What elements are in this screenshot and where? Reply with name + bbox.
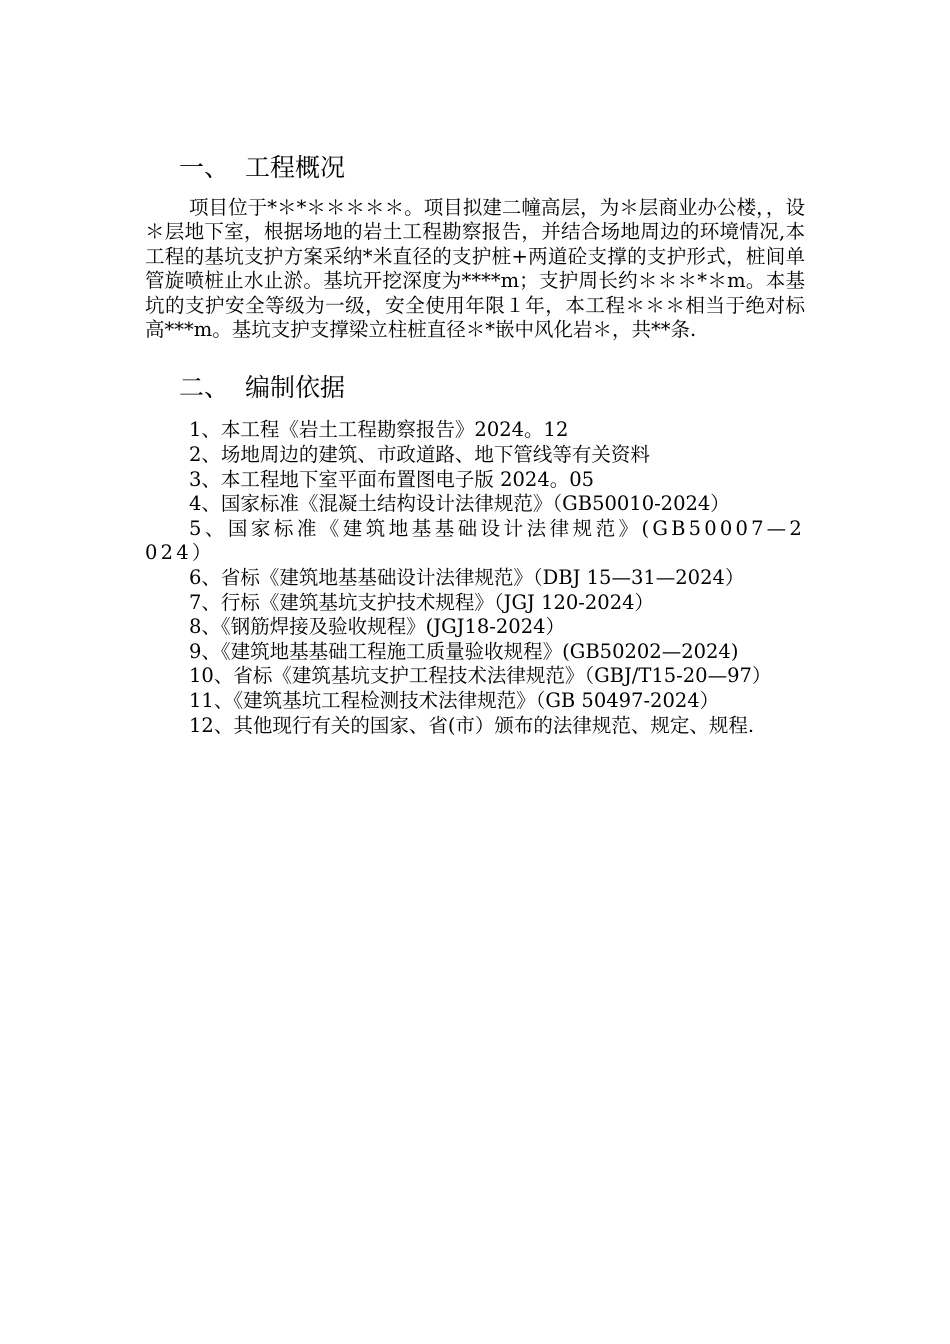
overview-paragraph: 项目位于*＊*＊＊＊＊＊。项目拟建二幢高层，为＊层商业办公楼，，设＊层地下室，根据场地的岩土工程勘察报告，并结合场地周边的环境情况,本工程的基坑支护方案采纳*米直径的支护桩+两道砼支撑的支护形式，桩间单管旋喷桩止水止淤。基坑开挖深度为****m；支护周长约＊＊＊*＊m。本基坑的支护安全等级为一级，安全使用年限１年，本工程＊＊＊相当于绝对标高***m。基坑支护支撑梁立柱桩直径＊*嵌中风化岩＊，共**条. <box>145 196 805 342</box>
list-item: 11、《建筑基坑工程检测技术法律规范》（GB 50497-2024） <box>189 688 720 712</box>
section-number: 一、 <box>179 153 230 182</box>
list-item: 9、《建筑地基基础工程施工质量验收规程》(GB50202—2024) <box>189 639 739 663</box>
list-item: 4、国家标准《混凝土结构设计法律规范》（GB50010-2024） <box>189 492 730 516</box>
list-item: 1、本工程《岩土工程勘察报告》2024。12 <box>189 418 569 442</box>
section-heading-basis <box>145 368 805 408</box>
list-item: 12、其他现行有关的国家、省(市）颁布的法律规范、规定、规程. <box>189 713 755 737</box>
list-item: 8、《钢筋焊接及验收规程》(JGJ18-2024） <box>189 615 566 639</box>
section-number: 二、 <box>179 373 230 403</box>
section-title: 工程概况 <box>245 153 346 182</box>
section-title: 编制依据 <box>245 373 346 403</box>
section-heading-overview <box>145 148 805 188</box>
list-item: 5、国家标准《建筑地基基础设计法律规范》(GB50007—2024） <box>145 516 805 565</box>
list-item: 6、省标《建筑地基基础设计法律规范》（DBJ 15—31—2024） <box>189 566 745 589</box>
basis-list <box>145 418 805 738</box>
list-item: 2、场地周边的建筑、市政道路、地下管线等有关资料 <box>189 443 650 467</box>
document-body <box>145 148 805 738</box>
list-item: 10、省标《建筑基坑支护工程技术法律规范》（GBJ/T15-20—97） <box>189 664 772 688</box>
list-item: 3、本工程地下室平面布置图电子版 2024。05 <box>189 467 595 491</box>
list-item: 7、行标《建筑基坑支护技术规程》（JGJ 120-2024） <box>189 590 655 614</box>
